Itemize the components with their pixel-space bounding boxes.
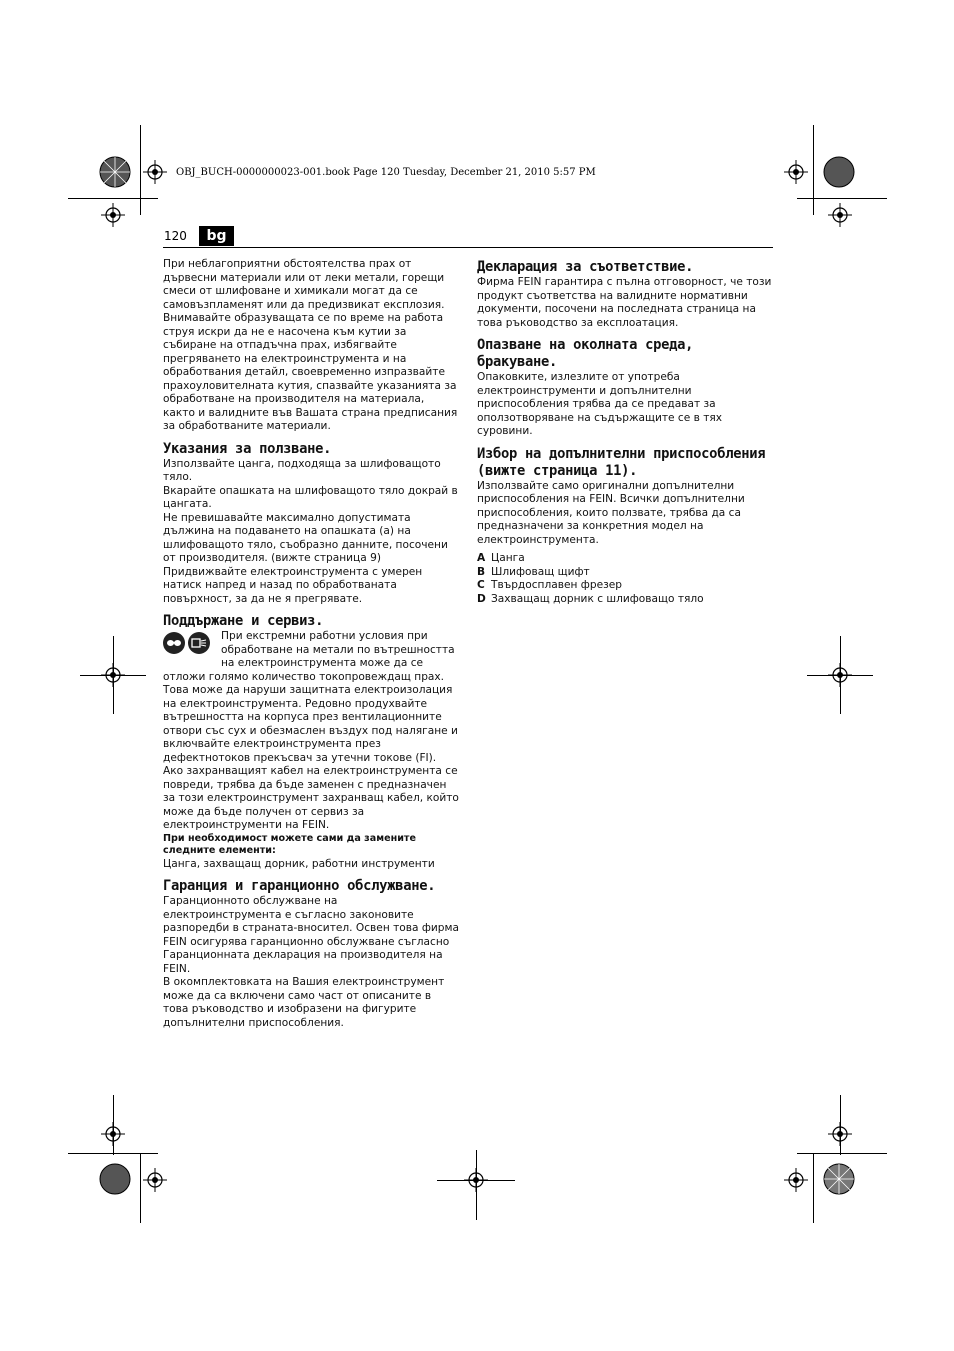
book-info-line: OBJ_BUCH-0000000023-001.book Page 120 Tuesday, December 21, 2010 5:57 PM <box>176 167 596 178</box>
accessories-list <box>477 552 773 606</box>
usage-paragraph: Придвижвайте електроинструмента с умерен натиск напред и назад по обработваната повърхност, за да не я прегрявате. <box>163 565 423 605</box>
crop-line <box>797 1153 887 1154</box>
list-item: A Цанга <box>477 552 525 564</box>
crop-line <box>140 1153 141 1223</box>
usage-paragraph: Използвайте цанга, подходяща за шлифоващото тяло. <box>163 457 441 483</box>
crop-line <box>797 198 887 199</box>
crosshair-mark-icon <box>784 1168 808 1192</box>
accessories-paragraph: Използвайте само оригинални допълнителни приспособления на FEIN. Всички допълнителни приспособления, които ползвате, трябва да са предназначени за конкретния модел на електроинструмента. <box>477 479 745 546</box>
right-column <box>477 259 773 606</box>
compressed-air-cleaning-icon <box>188 632 210 654</box>
usage-paragraph: Не превишавайте максимално допустимата дължина на подаването на опашката (a) на шлифоващото тяло, съобразно данните, посочени от производителя. (вижте страница 9) <box>163 511 448 564</box>
crop-line <box>68 198 158 199</box>
crop-line <box>68 1153 158 1154</box>
list-item: C Твърдосплавен фрезер <box>477 579 622 591</box>
registration-wheel-icon <box>98 155 132 189</box>
crop-line <box>813 1153 814 1223</box>
header-rule <box>163 247 773 248</box>
declaration-heading: Декларация за съответствие. <box>477 259 694 275</box>
crop-line <box>140 125 141 215</box>
crop-line <box>476 1150 477 1220</box>
crosshair-mark-icon <box>828 203 852 227</box>
service-subheading: При необходимост можете сами да замените следните елементи: <box>163 832 416 856</box>
service-paragraph: Цанга, захващащ дорник, работни инструменти <box>163 857 435 870</box>
service-paragraph: Ако захранващият кабел на електроинструмента се повреди, трябва да бъде заменен с предназначен за този електроинструмент захранващ кабел, който може да бъде получен от сервиз за електроинструменти на FEIN. <box>163 765 459 831</box>
warranty-paragraph: Гаранционното обслужване на електроинструмента е съгласно законовите разпоредби в страната-вносител. Освен това фирма FEIN осигурява гаранционно обслужване съгласно Гаранционната декларация на производителя на FEIN. <box>163 895 460 975</box>
crop-line <box>813 125 814 215</box>
safety-icons <box>163 632 215 658</box>
crop-line <box>113 1095 114 1155</box>
usage-paragraph: Вкарайте опашката на шлифоващото тяло докрай в цангата. <box>163 484 458 510</box>
list-item: B Шлифоващ щифт <box>477 565 590 578</box>
intro-paragraph: При неблагоприятни обстоятелства прах от дървесни материали или от леки метали, горещи смеси от шлифоване и химикали могат да се самовъзпламенят или да предизвикат експлозия. Внимавайте образуващата се по време на работа струя искри да не е насочена към кутии за събиране на отпадъчна прах, избягвайте прегряването на електроинструмента и на обработвания детайл, своевременно изпразвайте прахоуловителната кутия, спазвайте указанията за обработване на производителя на материала, както и валидните във Вашата страна предписания за обработваните материали. <box>163 258 458 432</box>
crosshair-mark-icon <box>784 160 808 184</box>
warranty-paragraph: В окомплектовката на Вашия електроинструмент може да са включени само част от описаните в това ръководство и изобразени на фигурите допълнителни приспособления. <box>163 976 445 1029</box>
language-badge: bg <box>199 226 234 246</box>
accessories-heading: Избор на допълнителни приспособления (вижте страница 11). <box>477 445 766 479</box>
usage-heading: Указания за ползване. <box>163 440 332 457</box>
crosshair-mark-icon <box>143 160 167 184</box>
declaration-paragraph: Фирма FEIN гарантира с пълна отговорност, че този продукт съответства на валидните нормативни документи, посочени на последната страница на това ръководство за експлоатация. <box>477 276 772 329</box>
eye-protection-icon <box>163 632 185 654</box>
crop-line <box>807 675 873 676</box>
crosshair-mark-icon <box>143 1168 167 1192</box>
page-number: 120 <box>164 229 187 243</box>
crosshair-mark-icon <box>101 203 125 227</box>
service-paragraph: При екстремни работни условия при обработване на метали по вътрешността на електроинструмента може да се отложи голямо количество токопровеждащ прах. Това може да наруши защитната електроизолация на електроинструмента. Редовно продухвайте вътрешността на корпуса през вентилационните отвори със сух и обезмаслен въздух под налягане и включвайте електроинструмента през дефектнотоков прекъсвач за утечни токове (FI). <box>163 630 458 764</box>
warranty-heading: Гаранция и гаранционно обслужване. <box>163 878 436 894</box>
left-column <box>163 258 459 1030</box>
crop-line <box>80 675 146 676</box>
service-heading: Поддържане и сервиз. <box>163 613 324 629</box>
crop-line <box>840 1095 841 1155</box>
environment-paragraph: Опаковките, излезлите от употреба електроинструменти и допълнителни приспособления трябва да се предават за оползотворяване на съдържащите се в тях суровини. <box>477 371 723 437</box>
environment-heading: Опазване на околната среда, бракуване. <box>477 337 694 370</box>
list-item: D Захващащ дорник с шлифоващо тяло <box>477 592 704 605</box>
registration-wheel-icon <box>822 155 856 189</box>
registration-wheel-icon <box>98 1162 132 1196</box>
registration-wheel-icon <box>822 1162 856 1196</box>
